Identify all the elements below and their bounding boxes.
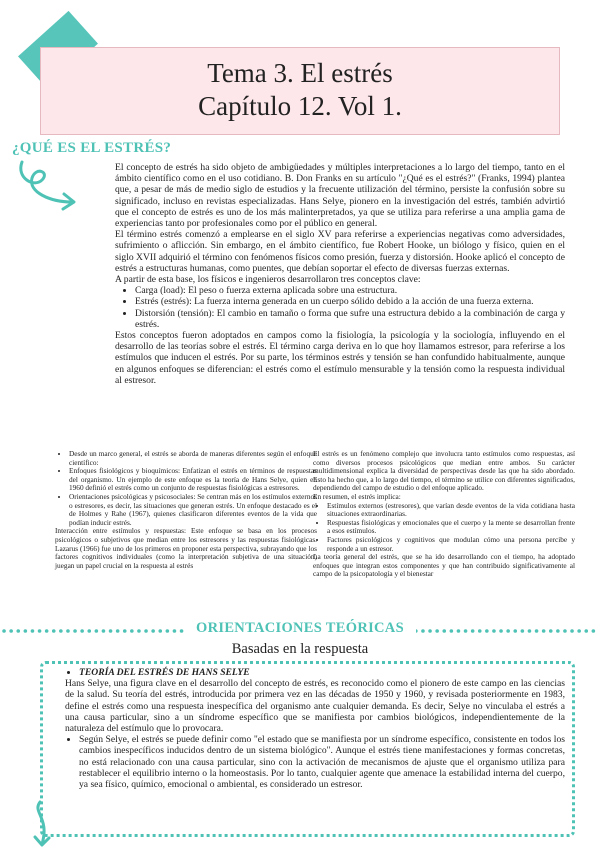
- title-box: [40, 47, 560, 135]
- section-subheading: Basadas en la respuesta: [231, 641, 369, 657]
- list-item: • Desde un marco general, el estrés se aborda de maneras diferentes según el enfoque científico:: [69, 450, 317, 467]
- list-item: • Distorsión (tensión): El cambio en tamaño o forma que sufre una estructura debido a la combinación de carga y estrés.: [135, 308, 565, 330]
- selye-theory: [65, 667, 565, 790]
- list-item: • Estrés (estrés): La fuerza interna generada en un cuerpo sólido debido a la acción de una fuerza externa.: [135, 296, 565, 307]
- column-paragraph: La teoría general del estrés, que se ha ido desarrollando con el tiempo, ha adoptado enfoques que integran estos componentes y que han contribuido significativamente al campo de la psicopatología y el bienestar: [313, 552, 575, 579]
- list-item: • Según Selye, el estrés se puede definir como "el estado que se manifiesta por un síndrome específico, consistente en todos los cambios inespecíficos inducidos dentro de un sistema biológico". Aunque el estrés tiene manifestaciones y formas concretas, no está relacionado con una causa particular, sino con la activación de mecanismos de ajuste que el organismo utiliza para restablecer el equilibrio interno o la homeostasis. Por lo tanto, cualquier agente que amenace la estabilidad interna del cuerpo, ya sea físico, químico, emocional o ambiental, es considerado un estresor.: [79, 734, 565, 790]
- section-heading-orientaciones: [0, 620, 600, 637]
- list-item: • Estímulos externos (estresores), que varían desde eventos de la vida cotidiana hasta situaciones extraordinarias.: [327, 502, 575, 519]
- theory-title: • TEORÍA DEL ESTRÉS DE HANS SELYE: [79, 667, 565, 678]
- column-paragraph: Interacción entre estímulos y respuestas: Este enfoque se basa en los procesos psicológicos o subjetivos que median entre los estresores y las respuestas fisiológicas. Lazarus (1966) fue uno de los primeros en proponer esta perspectiva, subrayando que los factores cognitivos individuales (como la interpretación subjetiva de una situación) juegan un papel crucial en la respuesta al estrés: [55, 526, 317, 570]
- summary-list: [313, 502, 575, 554]
- theory-paragraph: Hans Selye, una figura clave en el desarrollo del concepto de estrés, es reconocido como el pionero de este campo en las ciencias de la salud. Su teoría del estrés, introducida por primera vez en las décadas de 1950 y 1960, y revisada posteriormente en 1983, define el estrés como una respuesta inespecífica del organismo ante cualquier demanda. Es decir, Selye no vinculaba el estrés a una causa particular, sino a un síndrome específico que se manifiesta por cambios biológicos, independientemente de la naturaleza del estímulo que lo provocara.: [65, 678, 565, 735]
- arrow-down-icon: [28, 800, 58, 848]
- page-title: Tema 3. El estrés: [207, 58, 393, 88]
- section-heading-que-es: ¿QUÉ ES EL ESTRÉS?: [12, 140, 172, 156]
- list-item: • Carga (load): El peso o fuerza externa aplicada sobre una estructura.: [135, 285, 565, 296]
- list-item: • Enfoques fisiológicos y bioquímicos: Enfatizan el estrés en términos de respuestas del organismo. Un ejemplo de este enfoque es la teoría de Hans Selye, quien en 1960 definió el estrés como un conjunto de respuestas fisiológicas a estresores.: [69, 467, 317, 493]
- intro-text: [115, 162, 565, 386]
- right-column: [313, 450, 575, 579]
- list-item: • Factores psicológicos y cognitivos que modulan cómo una persona percibe y responde a un estresor.: [327, 536, 575, 553]
- intro-paragraph: El término estrés comenzó a emplearse en el siglo XV para referirse a experiencias negativas como adversidades, sufrimiento o aflicción. Sin embargo, en el ámbito científico, fue Robert Hooke, un biólogo y físico, quien en el siglo XVII adquirió el término con fenómenos físicos como presión, fuerza y distorsión. Hooke aplicó el concepto de estrés a estructuras humanas, como puentes, que debían soportar el efecto de diversas fuerzas externas.: [115, 229, 565, 274]
- intro-paragraph: El concepto de estrés ha sido objeto de ambigüedades y múltiples interpretaciones a lo largo del tiempo, tanto en el ámbito científico como en el uso cotidiano. B. Don Franks en su artículo "¿Qué es el estrés?" (Franks, 1994) plantea que, a pesar de más de medio siglo de estudios y la frecuente utilización del término, persiste la confusión sobre su significado, incluso en revistas especializadas. Hans Selye, pionero en la investigación del estrés, también advirtió que el concepto de estrés es uno de los más malinterpretados, ya que se utiliza para referirse a una amplia gama de experiencias tanto por profesionales como por el público en general.: [115, 162, 565, 230]
- left-column: [55, 450, 317, 570]
- column-paragraph: El estrés es un fenómeno complejo que involucra tanto estímulos como respuestas, así como diversos procesos psicológicos que median entre ambos. Su carácter multidimensional explica la diversidad de perspectivas desde las que ha sido abordado. Esto ha hecho que, a lo largo del tiempo, el término se utilice con diferentes significados, dependiendo del campo de estudio o del enfoque aplicado.: [313, 449, 575, 493]
- intro-paragraph: Estos conceptos fueron adoptados en campos como la fisiología, la psicología y la sociología, influyendo en el desarrollo de las teorías sobre el estrés. El término carga deriva en lo que hoy llamamos estresor, para referirse a los estímulos que inducen el estrés. Por su parte, los términos estrés y tensión se han confundido habitualmente, aunque en algunos enfoques se diferencian: el estrés como el estímulo mensurable y la tensión como la respuesta individual al estresor.: [115, 330, 565, 386]
- list-item: • Respuestas fisiológicas y emocionales que el cuerpo y la mente se desarrollan frente a esos estímulos.: [327, 519, 575, 536]
- page-subtitle: Capítulo 12. Vol 1.: [198, 91, 402, 121]
- intro-paragraph: A partir de esta base, los físicos e ingenieros desarrollaron tres conceptos clave:: [115, 274, 421, 286]
- key-concepts-list: [115, 285, 565, 330]
- theory-title-list: [65, 667, 565, 678]
- column-paragraph: En resumen, el estrés implica:: [313, 491, 401, 501]
- theory-bullets: [65, 734, 565, 790]
- section-heading-text: ORIENTACIONES TEÓRICAS: [184, 620, 416, 636]
- list-item: • Orientaciones psicológicas y psicosociales: Se centran más en los estímulos externos o estresores, es decir, las situaciones que generan estrés. Un enfoque destacado es el de Holmes y Rahe (1967), quienes clasificaron diferentes eventos de la vida que podían inducir estrés.: [69, 493, 317, 527]
- approaches-list: [55, 450, 317, 527]
- curly-arrow-icon: [14, 158, 84, 218]
